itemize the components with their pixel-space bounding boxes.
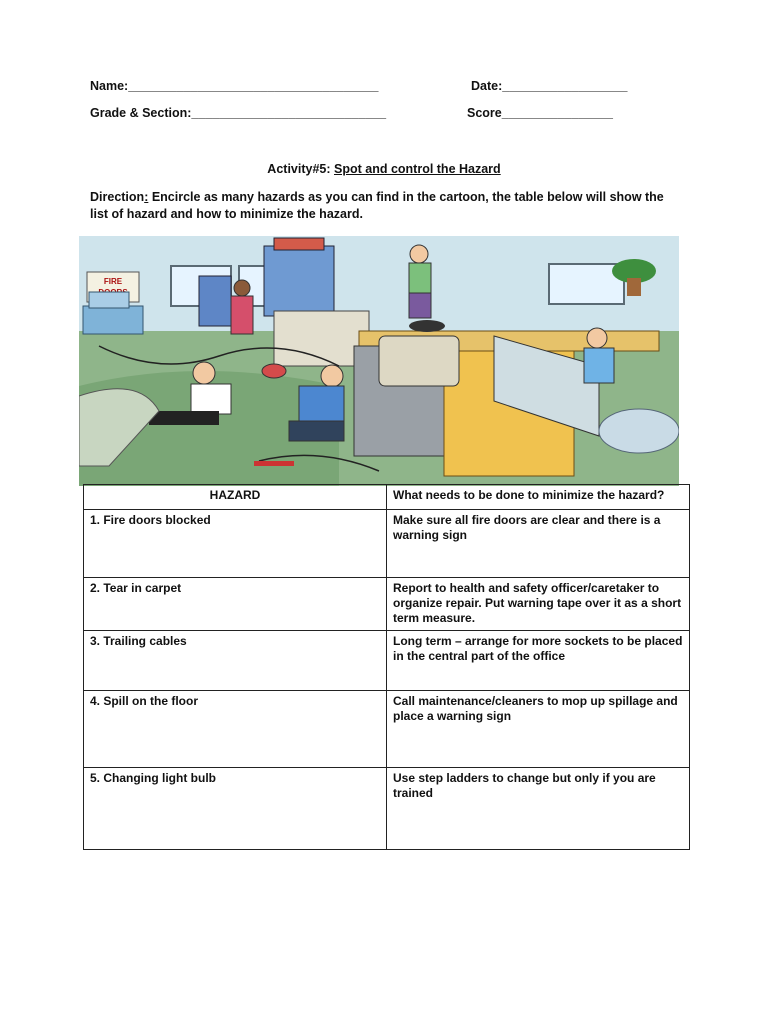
book [274, 238, 324, 250]
screwdriver [254, 461, 294, 466]
action-cell: Report to health and safety officer/caretaker to organize repair. Put warning tape over it as a short term measure. [387, 578, 690, 631]
activity-prefix: Activity#5: [267, 162, 334, 176]
hazard-cell: 2. Tear in carpet [84, 578, 387, 631]
plant-pot [627, 278, 641, 296]
action-cell: Make sure all fire doors are clear and there is a warning sign [387, 510, 690, 578]
fire-doors-sign-line1: FIRE [103, 277, 123, 286]
table-row [84, 578, 690, 631]
boxes-blocking-door [83, 306, 143, 334]
phone-man-head [193, 362, 215, 384]
name-field: Name:____________________________________ [90, 79, 379, 93]
activity-title [0, 162, 768, 176]
grade-section-field: Grade & Section:____________________________ [90, 106, 387, 120]
action-cell: Long term – arrange for more sockets to be placed in the central part of the office [387, 631, 690, 691]
office-hazard-cartoon [79, 236, 679, 486]
hazard-table [83, 484, 690, 850]
book-stack-tall [264, 246, 334, 316]
table-row [84, 768, 690, 850]
woman-head [234, 280, 250, 296]
man-on-chair-head [410, 245, 428, 263]
date-field: Date:__________________ [471, 79, 628, 93]
cartoon-illustration [79, 236, 679, 486]
hazard-cell: 3. Trailing cables [84, 631, 387, 691]
hazard-cell: 5. Changing light bulb [84, 768, 387, 850]
man-on-chair-body [409, 263, 431, 293]
phone-on-floor [262, 364, 286, 378]
rubbish-pile [599, 409, 679, 453]
header-action: What needs to be done to minimize the hazard? [387, 485, 690, 510]
action-cell: Use step ladders to change but only if you are trained [387, 768, 690, 850]
crouching-man-head [321, 365, 343, 387]
crouching-man-shirt [299, 386, 344, 421]
direction-colon: : [144, 190, 149, 204]
chair [409, 320, 445, 332]
hazard-cell: 4. Spill on the floor [84, 691, 387, 768]
crouching-man-legs [289, 421, 344, 441]
hazard-cell: 1. Fire doors blocked [84, 510, 387, 578]
phone-man-shirt [191, 384, 231, 414]
score-field: Score________________ [467, 106, 613, 120]
header-hazard: HAZARD [84, 485, 387, 510]
woman-body [231, 296, 253, 334]
table-row [84, 691, 690, 768]
table-row [84, 510, 690, 578]
table-row [84, 631, 690, 691]
photocopier [379, 336, 459, 386]
action-cell: Call maintenance/cleaners to mop up spillage and place a warning sign [387, 691, 690, 768]
right-man-shirt [584, 348, 614, 383]
activity-name: Spot and control the Hazard [334, 162, 501, 176]
book-stack [199, 276, 231, 326]
direction-label: Direction [90, 190, 145, 204]
phone-man-legs [149, 411, 219, 425]
man-on-chair-legs [409, 293, 431, 318]
right-man-head [587, 328, 607, 348]
direction-text [90, 189, 680, 223]
direction-body: Encircle as many hazards as you can find in the cartoon, the table below will show the list of hazard and how to minimize the hazard. [90, 190, 664, 221]
table-header-row [84, 485, 690, 510]
box [89, 292, 129, 308]
